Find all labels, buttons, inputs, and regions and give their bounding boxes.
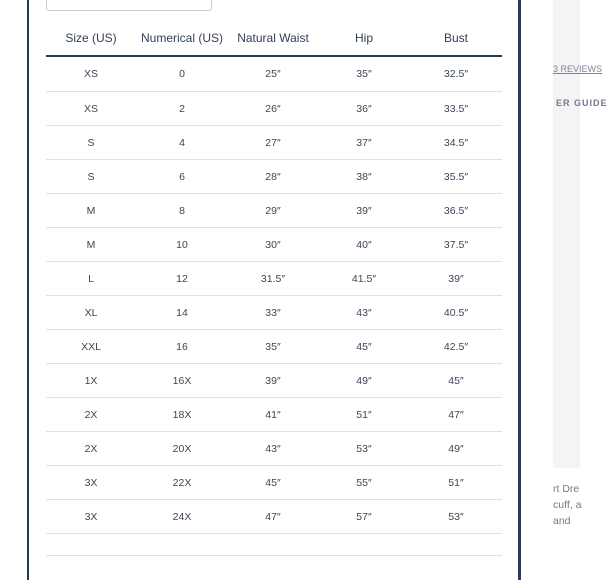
table-row: [46, 228, 502, 262]
size-cell: S: [46, 126, 136, 160]
table-row: [46, 330, 502, 364]
numerical-cell: 12: [136, 262, 228, 296]
modal-left-border: [27, 0, 29, 580]
numerical-cell: 8: [136, 194, 228, 228]
waist-cell: 29″: [228, 194, 318, 228]
bust-cell: 39″: [410, 262, 502, 296]
table-row: [46, 364, 502, 398]
table-row: [46, 398, 502, 432]
waist-cell: 47″: [228, 500, 318, 534]
table-row-empty: [46, 534, 502, 556]
waist-cell: 41″: [228, 398, 318, 432]
hip-cell: 39″: [318, 194, 410, 228]
waist-cell: 28″: [228, 160, 318, 194]
size-cell: M: [46, 194, 136, 228]
size-cell: 3X: [46, 466, 136, 500]
hip-cell: 55″: [318, 466, 410, 500]
waist-cell: 43″: [228, 432, 318, 466]
waist-header: Natural Waist: [228, 20, 318, 56]
hip-cell: 41.5″: [318, 262, 410, 296]
table-row: [46, 126, 502, 160]
hip-cell: 57″: [318, 500, 410, 534]
bust-cell: 49″: [410, 432, 502, 466]
hip-header: Hip: [318, 20, 410, 56]
numerical-cell: 20X: [136, 432, 228, 466]
size-cell: M: [46, 228, 136, 262]
table-row: [46, 92, 502, 126]
numerical-header: Numerical (US): [136, 20, 228, 56]
empty-cell: [46, 534, 136, 556]
bust-cell: 40.5″: [410, 296, 502, 330]
table-row: [46, 432, 502, 466]
hip-cell: 37″: [318, 126, 410, 160]
size-cell: 2X: [46, 432, 136, 466]
hip-cell: 43″: [318, 296, 410, 330]
numerical-cell: 16X: [136, 364, 228, 398]
bust-cell: 35.5″: [410, 160, 502, 194]
hip-cell: 40″: [318, 228, 410, 262]
bust-cell: 53″: [410, 500, 502, 534]
table-body: [46, 56, 502, 556]
reviews-link: 3 REVIEWS: [553, 64, 603, 74]
waist-cell: 27″: [228, 126, 318, 160]
waist-cell: 35″: [228, 330, 318, 364]
description-line: rt Dre: [553, 483, 580, 495]
bust-cell: 37.5″: [410, 228, 502, 262]
size-selector-stub[interactable]: [46, 0, 212, 11]
bust-cell: 47″: [410, 398, 502, 432]
bust-cell: 32.5″: [410, 56, 502, 92]
size-cell: XS: [46, 56, 136, 92]
bust-cell: 42.5″: [410, 330, 502, 364]
bust-cell: 33.5″: [410, 92, 502, 126]
waist-cell: 25″: [228, 56, 318, 92]
size-cell: XXL: [46, 330, 136, 364]
hip-cell: 38″: [318, 160, 410, 194]
bust-cell: 51″: [410, 466, 502, 500]
numerical-cell: 4: [136, 126, 228, 160]
empty-cell: [318, 534, 410, 556]
numerical-cell: 6: [136, 160, 228, 194]
hip-cell: 53″: [318, 432, 410, 466]
size-cell: XL: [46, 296, 136, 330]
size-chart: [46, 20, 502, 556]
table-row: [46, 194, 502, 228]
numerical-cell: 24X: [136, 500, 228, 534]
modal-scrollbar-track[interactable]: [521, 0, 553, 580]
numerical-cell: 2: [136, 92, 228, 126]
waist-cell: 31.5″: [228, 262, 318, 296]
table-row: [46, 262, 502, 296]
table-header-row: [46, 20, 502, 56]
numerical-cell: 18X: [136, 398, 228, 432]
size-chart-table: [46, 20, 502, 556]
bust-cell: 34.5″: [410, 126, 502, 160]
numerical-cell: 0: [136, 56, 228, 92]
hip-cell: 51″: [318, 398, 410, 432]
size-cell: 2X: [46, 398, 136, 432]
waist-cell: 30″: [228, 228, 318, 262]
hip-cell: 36″: [318, 92, 410, 126]
bust-cell: 36.5″: [410, 194, 502, 228]
numerical-cell: 10: [136, 228, 228, 262]
hip-cell: 35″: [318, 56, 410, 92]
description-line: and: [553, 515, 571, 527]
table-row: [46, 56, 502, 92]
size-header: Size (US): [46, 20, 136, 56]
empty-cell: [410, 534, 502, 556]
size-cell: 1X: [46, 364, 136, 398]
empty-cell: [228, 534, 318, 556]
hip-cell: 49″: [318, 364, 410, 398]
bust-cell: 45″: [410, 364, 502, 398]
table-row: [46, 160, 502, 194]
numerical-cell: 22X: [136, 466, 228, 500]
size-cell: S: [46, 160, 136, 194]
hip-cell: 45″: [318, 330, 410, 364]
table-row: [46, 500, 502, 534]
waist-cell: 45″: [228, 466, 318, 500]
size-cell: L: [46, 262, 136, 296]
size-guide-heading: ER GUIDE: [556, 98, 608, 108]
size-cell: XS: [46, 92, 136, 126]
table-row: [46, 466, 502, 500]
numerical-cell: 14: [136, 296, 228, 330]
description-line: cuff, a: [553, 499, 582, 511]
table-row: [46, 296, 502, 330]
waist-cell: 39″: [228, 364, 318, 398]
bust-header: Bust: [410, 20, 502, 56]
empty-cell: [136, 534, 228, 556]
waist-cell: 33″: [228, 296, 318, 330]
numerical-cell: 16: [136, 330, 228, 364]
waist-cell: 26″: [228, 92, 318, 126]
size-cell: 3X: [46, 500, 136, 534]
